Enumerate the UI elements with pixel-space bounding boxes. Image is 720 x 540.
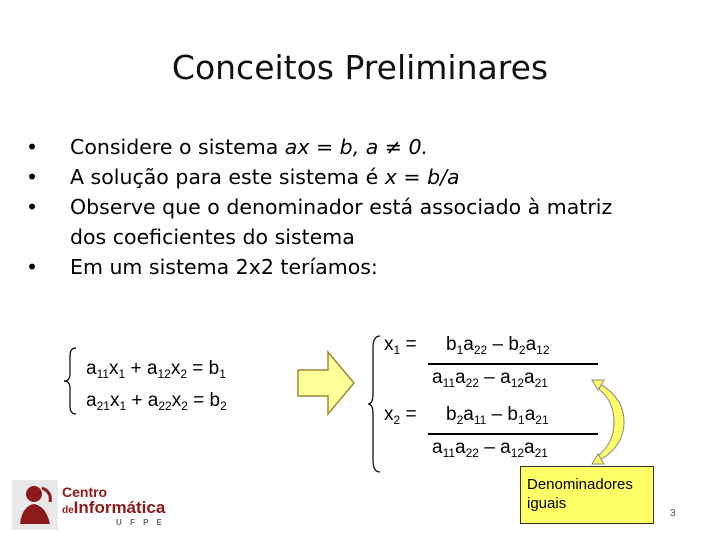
x1-denominator: $a_{11}a_{22} - a_{12}a_{21}$ xyxy=(432,367,548,390)
bullet-expression: x = b/a xyxy=(384,165,460,189)
logo-line-2 xyxy=(62,498,165,518)
bullet-text: Observe que o denominador está associado à matriz xyxy=(70,195,613,219)
x1-label: $x_1$ = xyxy=(384,334,417,357)
logo-line-2-main: Informática xyxy=(73,498,166,517)
bullet-item xyxy=(26,162,696,192)
bullet-item xyxy=(26,192,696,252)
equation-2: $a_{21}x_1 + a_{22}x_2 = b_2$ xyxy=(86,390,227,413)
slide-title: Conceitos Preliminares xyxy=(171,48,549,87)
bullet-marker: • xyxy=(26,165,39,189)
centro-de-informatica-logo xyxy=(12,476,172,534)
bullet-item xyxy=(26,252,696,282)
logo-line-1: Centro xyxy=(62,484,108,500)
x1-numerator: $b_1a_{22} - b_2a_{12}$ xyxy=(446,334,550,357)
page-number: 3 xyxy=(670,508,676,519)
x2-denominator: $a_{11}a_{22} - a_{12}a_{21}$ xyxy=(432,437,548,460)
right-arrow-icon xyxy=(296,348,356,418)
bullet-marker: • xyxy=(26,195,39,219)
callout-line-1: Denominadores xyxy=(527,476,633,493)
x2-label: $x_2$ = xyxy=(384,404,417,427)
bullet-expression: ax = b, a ≠ 0. xyxy=(284,135,429,159)
x1-fraction-bar xyxy=(428,363,598,365)
bullet-text-continued: dos coeficientes do sistema xyxy=(70,225,355,249)
bullet-text: Em um sistema 2x2 teríamos: xyxy=(70,255,378,279)
right-brace-icon xyxy=(366,334,384,474)
callout-box xyxy=(520,466,654,524)
x2-numerator: $b_2a_{11} - b_1a_{21}$ xyxy=(446,404,549,427)
x2-fraction-bar xyxy=(428,433,598,435)
callout-line-2: iguais xyxy=(527,495,567,512)
bullet-marker: • xyxy=(26,135,39,159)
bullet-marker: • xyxy=(26,255,39,279)
equation-1: $a_{11}x_1 + a_{12}x_2 = b_1$ xyxy=(86,358,226,381)
left-brace-icon xyxy=(62,346,80,416)
bullet-item xyxy=(26,132,696,162)
bullet-text: Considere o sistema xyxy=(70,135,285,159)
logo-mark-icon xyxy=(12,480,58,530)
curved-arrow-icon xyxy=(590,376,630,468)
bullet-text: A solução para este sistema é xyxy=(70,165,385,189)
logo-line-2-prefix: de xyxy=(62,505,74,516)
bullet-list xyxy=(26,132,696,282)
logo-line-3: U F P E xyxy=(116,518,165,527)
